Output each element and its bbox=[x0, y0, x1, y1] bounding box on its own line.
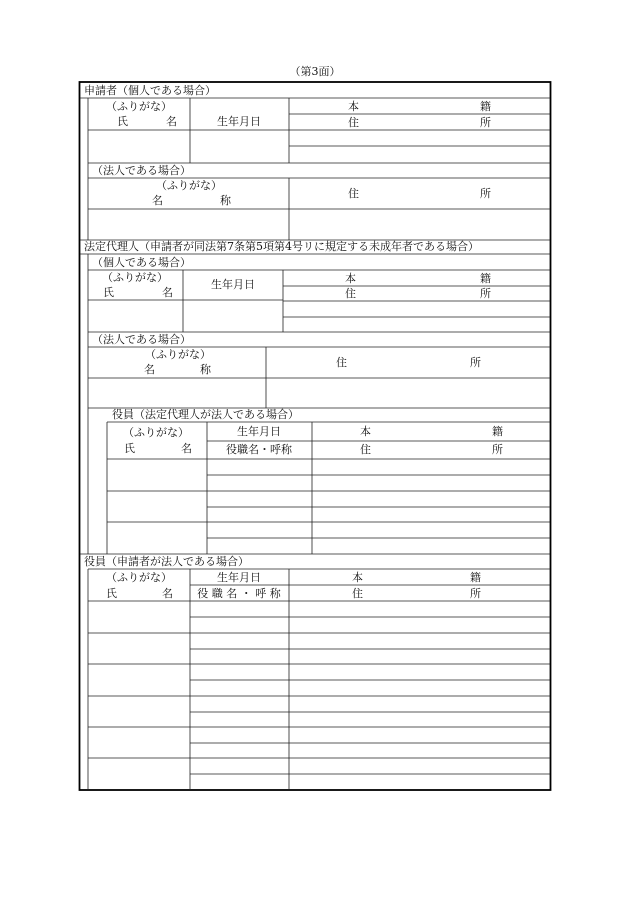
name-label-second: 名 bbox=[162, 286, 173, 299]
birthdate-label: 生年月日 bbox=[237, 425, 281, 438]
name-label-second: 名 bbox=[162, 587, 173, 600]
birthdate-label: 生年月日 bbox=[217, 571, 261, 584]
furigana-label: （ふりがな） bbox=[145, 348, 211, 361]
section-title-applicant-individual: 申請者（個人である場合） bbox=[84, 84, 216, 97]
birthdate-label: 生年月日 bbox=[211, 278, 255, 291]
address-label-first: 住 bbox=[348, 116, 359, 129]
honseki-label-first: 本 bbox=[345, 272, 356, 285]
position-label: 役 職 名 ・ 呼 称 bbox=[197, 587, 281, 600]
birthdate-label: 生年月日 bbox=[217, 115, 261, 128]
position-label: 役職名・呼称 bbox=[226, 443, 292, 456]
address-label-second: 所 bbox=[470, 587, 481, 600]
honseki-label-second: 籍 bbox=[470, 571, 481, 584]
section-title-officers: 役員（申請者が法人である場合） bbox=[84, 555, 249, 568]
name-label-first: 氏 bbox=[117, 115, 128, 128]
furigana-label: （ふりがな） bbox=[106, 571, 172, 584]
name-label-first: 氏 bbox=[106, 587, 117, 600]
page-number: （第3面） bbox=[289, 65, 341, 78]
honseki-label-first: 本 bbox=[348, 100, 359, 113]
furigana-label: （ふりがな） bbox=[156, 179, 222, 192]
address-label-first: 住 bbox=[352, 587, 363, 600]
name-label-first: 氏 bbox=[103, 286, 114, 299]
address-label-second: 所 bbox=[492, 443, 503, 456]
address-label-second: 所 bbox=[480, 287, 491, 300]
corp-name-label-first: 名 bbox=[152, 194, 163, 207]
section-title-legal-representative: 法定代理人（申請者が同法第7条第5項第4号リに規定する未成年者である場合） bbox=[84, 240, 479, 253]
section-title-legal-rep-individual: （個人である場合） bbox=[92, 256, 191, 269]
furigana-label: （ふりがな） bbox=[102, 271, 168, 284]
address-label-first: 住 bbox=[336, 356, 347, 369]
honseki-label-second: 籍 bbox=[492, 425, 503, 438]
address-label-second: 所 bbox=[480, 116, 491, 129]
honseki-label-second: 籍 bbox=[480, 100, 491, 113]
address-label-first: 住 bbox=[360, 443, 371, 456]
address-label-second: 所 bbox=[480, 187, 491, 200]
address-label-first: 住 bbox=[345, 287, 356, 300]
section-title-legal-rep-corporate: （法人である場合） bbox=[92, 333, 191, 346]
section-title-applicant-corporate: （法人である場合） bbox=[92, 164, 191, 177]
name-label-second: 名 bbox=[166, 115, 177, 128]
furigana-label: （ふりがな） bbox=[123, 426, 189, 439]
furigana-label: （ふりがな） bbox=[106, 100, 172, 113]
honseki-label-first: 本 bbox=[352, 571, 363, 584]
corp-name-label-second: 称 bbox=[220, 194, 231, 207]
address-label-first: 住 bbox=[348, 187, 359, 200]
honseki-label-second: 籍 bbox=[480, 272, 491, 285]
name-label-first: 氏 bbox=[124, 442, 135, 455]
section-title-legal-rep-officers: 役員（法定代理人が法人である場合） bbox=[112, 408, 299, 421]
corp-name-label-first: 名 bbox=[144, 363, 155, 376]
honseki-label-first: 本 bbox=[360, 425, 371, 438]
address-label-second: 所 bbox=[470, 356, 481, 369]
name-label-second: 名 bbox=[181, 442, 192, 455]
corp-name-label-second: 称 bbox=[200, 363, 211, 376]
